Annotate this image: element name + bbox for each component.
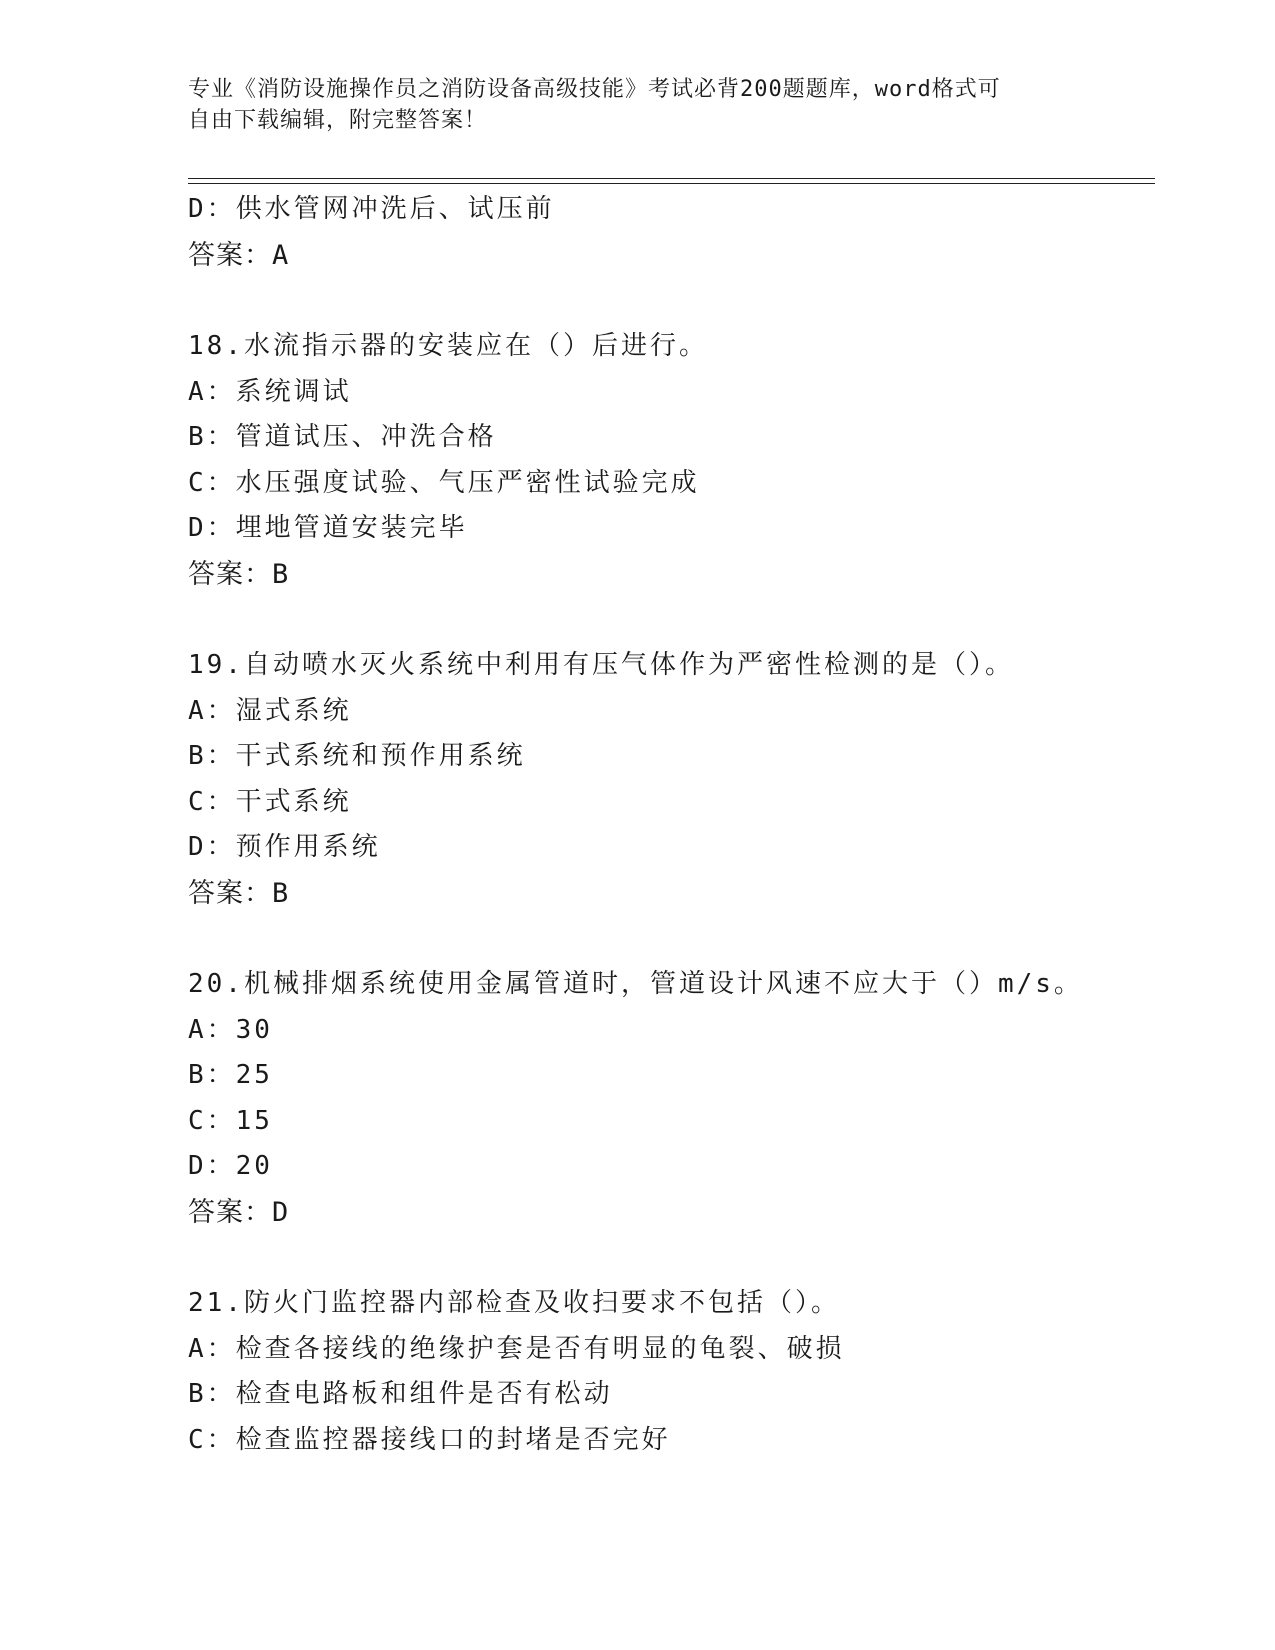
option-c: C：干式系统 [188,786,352,817]
option-a: A：系统调试 [188,376,352,407]
question-stem: 19.自动喷水灭火系统中利用有压气体作为严密性检测的是（）。 [188,650,1014,680]
option-b: B：25 [188,1060,273,1090]
question-stem: 21.防火门监控器内部检查及收扫要求不包括（）。 [188,1288,840,1318]
question-stem: 20.机械排烟系统使用金属管道时，管道设计风速不应大于（）m/s。 [188,969,1083,999]
option-a: A：30 [188,1014,273,1045]
option-a: A：检查各接线的绝缘护套是否有明显的龟裂、破损 [188,1333,845,1364]
option-d: D：供水管网冲洗后、试压前 [188,194,555,224]
option-b: B：管道试压、冲洗合格 [188,422,497,452]
option-d: D：预作用系统 [188,832,381,862]
answer-line: 答案：D [188,1196,290,1228]
header-divider-bottom [188,183,1155,184]
option-a: A：湿式系统 [188,695,352,726]
header-divider-top [188,178,1155,179]
option-c: C：15 [188,1105,273,1136]
option-d: D：埋地管道安装完毕 [188,513,468,543]
header-line-1: 专业《消防设施操作员之消防设备高级技能》考试必背200题题库，word格式可 [188,77,1001,102]
option-c: C：检查监控器接线口的封堵是否完好 [188,1424,671,1455]
option-b: B：干式系统和预作用系统 [188,741,526,771]
document-header [188,74,1088,136]
question-list [188,187,1148,1463]
answer-line: 答案：B [188,558,290,590]
option-b: B：检查电路板和组件是否有松动 [188,1379,613,1409]
answer-line: 答案：A [188,239,290,271]
header-line-2: 自由下载编辑，附完整答案！ [188,108,488,133]
answer-line: 答案：B [188,877,290,909]
question-stem: 18.水流指示器的安装应在（）后进行。 [188,331,708,361]
option-d: D：20 [188,1151,273,1181]
option-c: C：水压强度试验、气压严密性试验完成 [188,467,700,498]
